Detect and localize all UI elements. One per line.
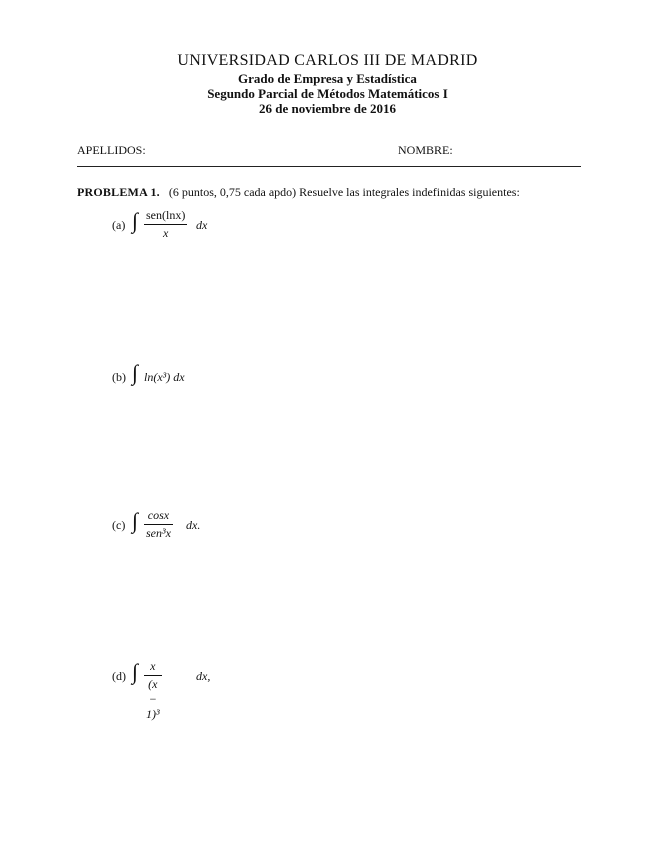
problem-text: (6 puntos, 0,75 cada apdo) Resuelve las integrales indefinidas siguientes: xyxy=(168,185,520,199)
denominator: x xyxy=(163,226,169,240)
numerator: sen(lnx) xyxy=(146,208,186,222)
differential: dx, xyxy=(196,669,211,683)
denominator: (x − 1)³ xyxy=(146,677,160,721)
nombre-label: NOMBRE: xyxy=(398,143,453,157)
fraction xyxy=(144,208,187,241)
integral-sign: ∫ xyxy=(132,208,139,233)
numerator: cosx xyxy=(147,508,170,522)
name-rule xyxy=(77,166,581,167)
exam-date: 26 de noviembre de 2016 xyxy=(259,101,396,116)
fraction xyxy=(144,659,162,722)
item-label: (d) xyxy=(112,669,126,683)
denominator: sen³x xyxy=(146,526,171,540)
fraction xyxy=(144,508,173,541)
problem-statement xyxy=(77,185,520,200)
numerator: x xyxy=(150,659,156,673)
university-title: UNIVERSIDAD CARLOS III DE MADRID xyxy=(177,52,478,69)
item-label: (b) xyxy=(112,370,126,384)
item-label: (a) xyxy=(112,218,126,232)
integral-sign: ∫ xyxy=(132,360,139,385)
integral-sign: ∫ xyxy=(132,508,139,533)
differential: dx xyxy=(196,218,208,232)
differential: dx. xyxy=(186,518,201,532)
item-label: (c) xyxy=(112,518,126,532)
degree-title: Grado de Empresa y Estadística xyxy=(238,71,417,86)
apellidos-label: APELLIDOS: xyxy=(77,143,146,157)
integrand: ln(x³) dx xyxy=(144,370,185,384)
exam-title: Segundo Parcial de Métodos Matemáticos I xyxy=(207,86,448,101)
problem-title: PROBLEMA 1. xyxy=(77,185,160,199)
integral-sign: ∫ xyxy=(132,659,139,684)
